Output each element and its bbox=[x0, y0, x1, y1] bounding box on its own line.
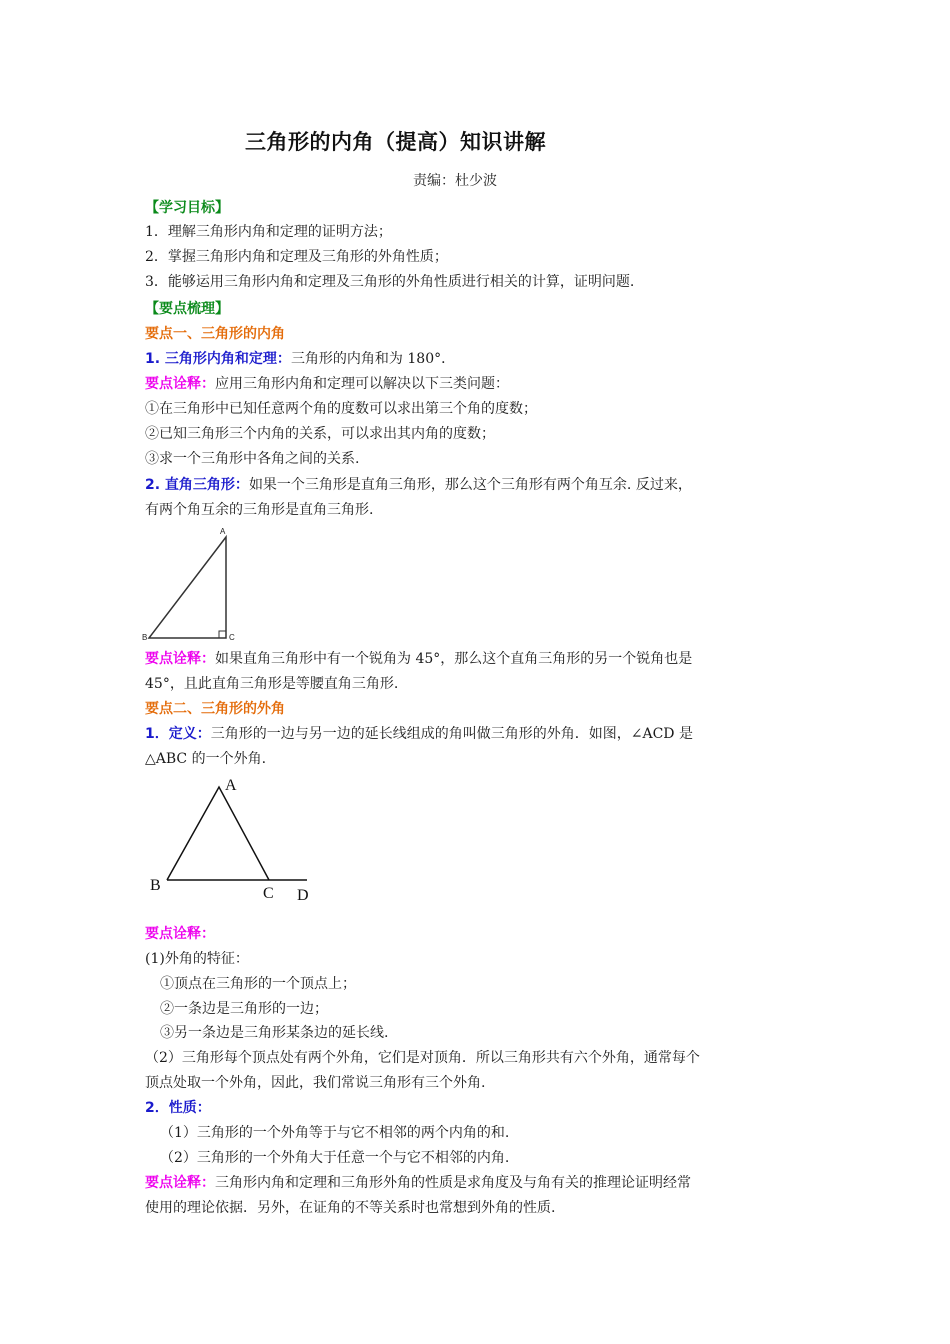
feature-item: ③另一条边是三角形某条边的延长线. bbox=[160, 1025, 389, 1041]
svg-text:B: B bbox=[150, 877, 161, 894]
definition-text-2: △ABC 的一个外角. bbox=[145, 751, 267, 767]
right-triangle-figure bbox=[140, 525, 240, 645]
svg-text:C: C bbox=[263, 885, 274, 902]
note-label: 要点诠释： bbox=[145, 926, 215, 942]
objectives-heading: 【学习目标】 bbox=[145, 200, 229, 216]
note2-label: 要点诠释： bbox=[145, 651, 215, 667]
feature-item: ②一条边是三角形的一边； bbox=[160, 1001, 328, 1017]
note-paragraph-2: （2）三角形每个顶点处有两个外角，它们是对顶角．所以三角形共有六个外角，通常每个 bbox=[145, 1050, 700, 1066]
objective-item: 2．掌握三角形内角和定理及三角形的外角性质； bbox=[145, 249, 448, 265]
property-item: （1）三角形的一个外角等于与它不相邻的两个内角的和. bbox=[160, 1125, 510, 1141]
note2-line bbox=[145, 650, 692, 668]
objective-item: 3．能够运用三角形内角和定理及三角形的外角性质进行相关的计算，证明问题. bbox=[145, 274, 635, 290]
property-item: （2）三角形的一个外角大于任意一个与它不相邻的内角. bbox=[160, 1150, 510, 1166]
note2-text-2: 45°，且此直角三角形是等腰直角三角形. bbox=[145, 676, 399, 692]
feature-item: ①顶点在三角形的一个顶点上； bbox=[160, 976, 356, 992]
right-triangle-label: 2. 直角三角形： bbox=[145, 477, 249, 493]
point2-heading: 要点二、三角形的外角 bbox=[145, 701, 285, 717]
right-triangle-text-2: 有两个角互余的三角形是直角三角形. bbox=[145, 502, 374, 518]
author-line: 责编：杜少波 bbox=[413, 173, 497, 189]
note-item: ③求一个三角形中各角之间的关系. bbox=[145, 451, 360, 467]
svg-text:A: A bbox=[220, 527, 226, 536]
theorem-label: 1. 三角形内角和定理： bbox=[145, 351, 291, 367]
exterior-angle-figure bbox=[145, 772, 325, 907]
final-note-text-2: 使用的理论依据．另外，在证角的不等关系时也常想到外角的性质. bbox=[145, 1200, 556, 1216]
feature-heading: (1)外角的特征： bbox=[145, 951, 249, 967]
definition-label: 1．定义： bbox=[145, 726, 211, 742]
note-item: ①在三角形中已知任意两个角的度数可以求出第三个角的度数； bbox=[145, 401, 537, 417]
definition-text: 三角形的一边与另一边的延长线组成的角叫做三角形的外角．如图，∠ACD 是 bbox=[210, 726, 693, 742]
final-note-text: 三角形内角和定理和三角形外角的性质是求角度及与角有关的推理论证明经常 bbox=[215, 1175, 691, 1191]
point1-heading: 要点一、三角形的内角 bbox=[145, 326, 285, 342]
right-triangle-line bbox=[145, 476, 692, 494]
note-text: 应用三角形内角和定理可以解决以下三类问题： bbox=[215, 376, 509, 392]
theorem-line bbox=[145, 350, 455, 368]
summary-heading: 【要点梳理】 bbox=[145, 301, 229, 317]
definition-line bbox=[145, 725, 693, 743]
theorem-text: 三角形的内角和为 180°． bbox=[290, 351, 456, 367]
note-line bbox=[145, 375, 509, 393]
svg-text:D: D bbox=[297, 887, 309, 904]
note-paragraph-2b: 顶点处取一个外角，因此，我们常说三角形有三个外角. bbox=[145, 1075, 486, 1091]
note2-text: 如果直角三角形中有一个锐角为 45°，那么这个直角三角形的另一个锐角也是 bbox=[215, 651, 693, 667]
note-item: ②已知三角形三个内角的关系，可以求出其内角的度数； bbox=[145, 426, 495, 442]
svg-text:C: C bbox=[229, 633, 235, 642]
final-note-label: 要点诠释： bbox=[145, 1175, 215, 1191]
note-label: 要点诠释： bbox=[145, 376, 215, 392]
property-label: 2．性质： bbox=[145, 1100, 211, 1116]
page-title: 三角形的内角（提高）知识讲解 bbox=[245, 130, 546, 154]
objective-item: 1．理解三角形内角和定理的证明方法； bbox=[145, 224, 392, 240]
svg-text:A: A bbox=[225, 777, 237, 794]
svg-text:B: B bbox=[142, 633, 148, 642]
right-triangle-text: 如果一个三角形是直角三角形，那么这个三角形有两个角互余. 反过来， bbox=[248, 477, 692, 493]
final-note-line bbox=[145, 1174, 691, 1192]
